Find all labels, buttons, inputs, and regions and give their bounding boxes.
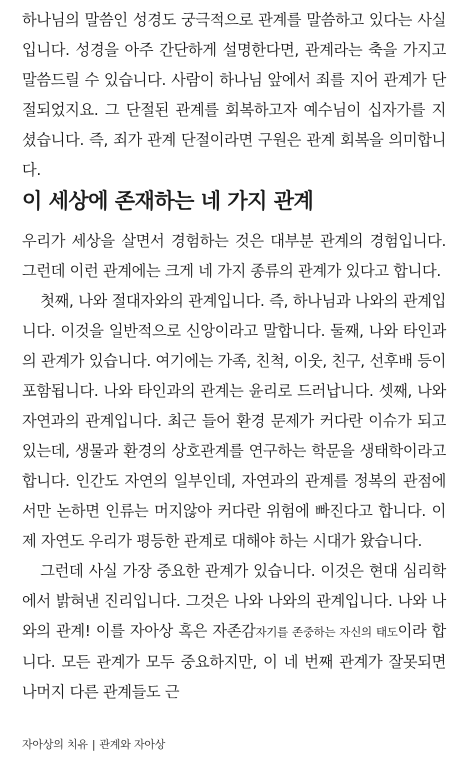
- inline-gloss: 자기를 존중하는 자신의 태도: [255, 625, 398, 639]
- body-paragraph-4: [22, 556, 446, 707]
- paragraph-4-text-end: 이라 합니다. 모든 관계가 모두 중요하지만, 이 네 번째 관계가 잘못되면 나머지 다른 관계들도 근: [22, 622, 446, 701]
- running-footer: [22, 736, 165, 752]
- section-heading: 이 세상에 존재하는 네 가지 관계: [22, 189, 314, 213]
- body-paragraph-2: 우리가 세상을 살면서 경험하는 것은 대부분 관계의 경험입니다. 그런데 이런 관계에는 크게 네 가지 종류의 관계가 있다고 합니다.: [22, 232, 446, 280]
- footer-separator: |: [91, 738, 96, 751]
- body-paragraph-1: 하나님의 말씀인 성경도 궁극적으로 관계를 말씀하고 있다는 사실입니다. 성경을 아주 간단하게 설명한다면, 관계라는 축을 가지고 말씀드릴 수 있습니다. 사람이 하나님 앞에서 죄를 지어 관계가 단절되었지요. 그 단절된 관계를 회복하고자 예수님이 십자가를 지셨습니다. 즉, 죄가 관계 단절이라면 구원은 관계 회복을 의미합니다.: [22, 11, 446, 179]
- footer-chapter-title: 관계와 자아상: [99, 738, 166, 751]
- body-paragraph-3: 첫째, 나와 절대자와의 관계입니다. 즉, 하나님과 나와의 관계입니다. 이것을 일반적으로 신앙이라고 말합니다. 둘째, 나와 타인과의 관계가 있습니다. 여기에는 가족, 친척, 이웃, 친구, 선후배 등이 포함됩니다. 나와 타인과의 관계는 윤리로 드러납니다. 셋째, 나와 자연과의 관계입니다. 최근 들어 환경 문제가 커다란 이슈가 되고 있는데, 생물과 환경의 상호관계를 연구하는 학문을 생태학이라고 합니다. 인간도 자연의 일부인데, 자연과의 관계를 정복의 관점에서만 논하면 인류는 머지않아 커다란 위험에 빠진다고 합니다. 이제 자연도 우리가 평등한 관계로 대해야 하는 시대가 왔습니다.: [22, 292, 446, 550]
- footer-book-title: 자아상의 치유: [22, 738, 88, 751]
- paragraph-4-text-start: 그런데 사실 가장 중요한 관계가 있습니다. 이것은 현대 심리학에서 밝혀낸 진리입니다. 그것은 나와 나와의 관계입니다. 나와 나와의 관계! 이를 자아상 혹은 자존감: [22, 562, 446, 640]
